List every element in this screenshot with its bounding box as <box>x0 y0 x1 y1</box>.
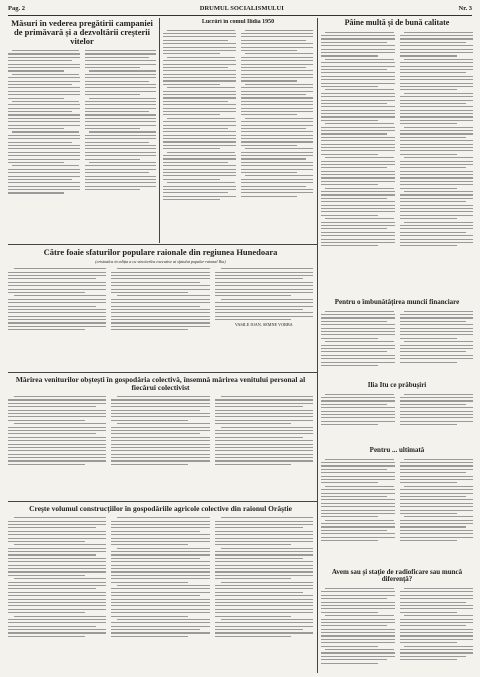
article <box>163 19 313 241</box>
article-subtitle: (cristoalca in ediția a cu vinciterlea executive ai sfatului popular raional Ilia) <box>95 258 226 264</box>
page-header <box>8 5 472 16</box>
article <box>8 505 313 673</box>
article-title: Pentru ... ultimată <box>369 447 425 454</box>
article <box>8 248 313 369</box>
article-title: Ilia Itu ce prăbușiri <box>367 382 427 389</box>
newspaper-name: DRUMUL SOCIALISMULUI <box>199 5 284 12</box>
section-rule <box>8 244 317 245</box>
article <box>321 447 473 567</box>
article <box>321 19 473 297</box>
article-title: Către foaie sfaturilor populare raionale din regiunea Hunedoara <box>43 248 278 257</box>
page-number: Pag. 2 <box>8 5 25 12</box>
article <box>163 148 164 149</box>
column-rule <box>159 18 160 243</box>
article-title: Avem sau și stație de radioficare sau muncă diferență? <box>331 569 463 584</box>
article-title: Pentru o îmbunătățirea muncii financiare <box>334 299 460 306</box>
signature: VASILE IOAN, SEMNE VORBA <box>234 322 293 328</box>
section-rule <box>8 501 317 502</box>
article-title: Lucrări în comul Ilidia 1950 <box>201 19 275 25</box>
section-rule <box>8 372 317 373</box>
article-title: Creşte volumul construcţiilor în gospodăriile agricole colective din raionul Orăştie <box>29 505 292 513</box>
issue-number: Nr. 3 <box>458 5 472 12</box>
article <box>8 376 313 498</box>
article <box>321 299 473 378</box>
article-title: Mărirea veniturilor obștești în gospodăria colectivă, însemnă mărirea venitului personal al fiecărui colectivist <box>15 376 306 392</box>
article <box>321 569 473 673</box>
article-title: Pâine multă și de bună calitate <box>344 19 450 27</box>
column-rule <box>317 18 318 673</box>
article <box>8 19 156 241</box>
article <box>321 382 473 444</box>
article-title: Măsuri în vederea pregătirii campaniei de primăvară și a dezvoltării creșterii vitelor <box>11 19 153 46</box>
